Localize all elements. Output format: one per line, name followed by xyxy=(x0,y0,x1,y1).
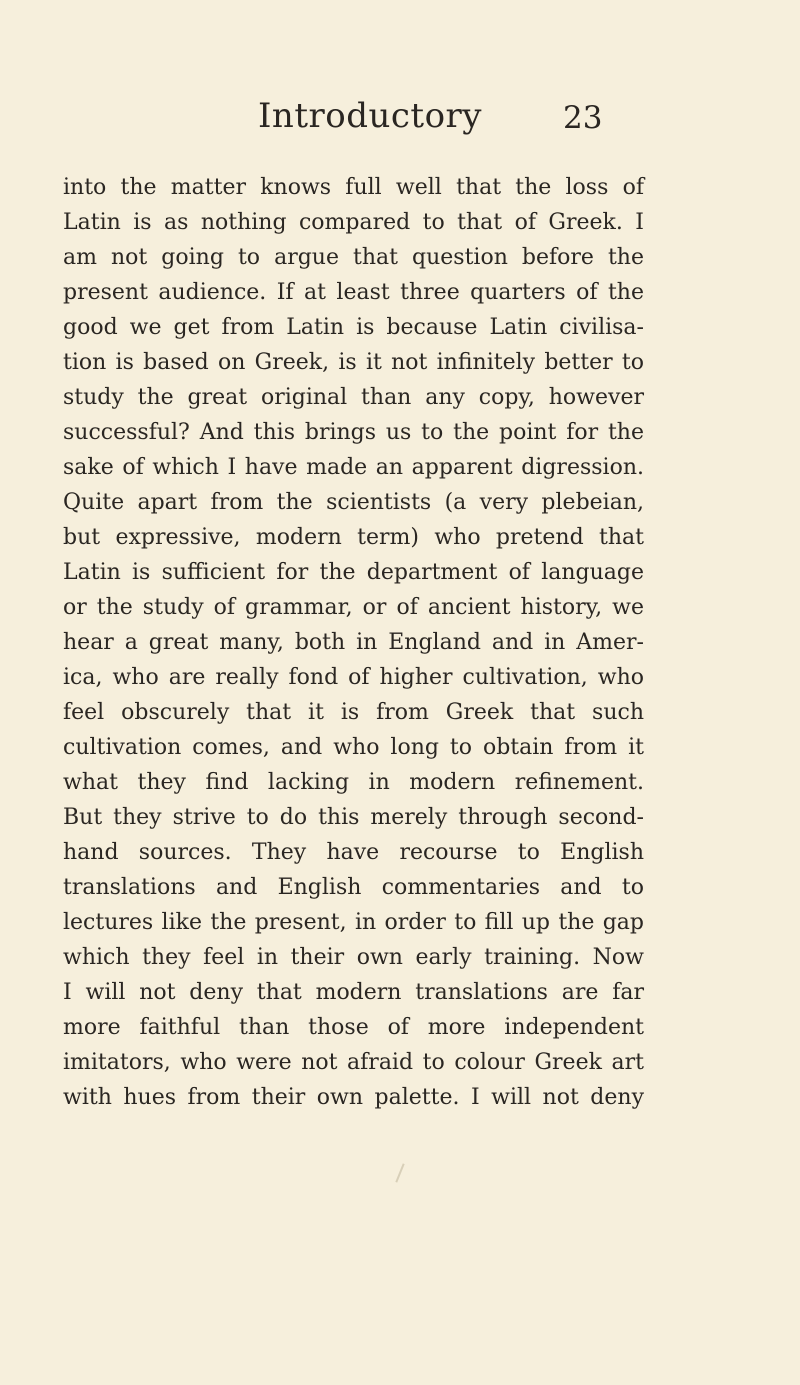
text-line: what they find lacking in modern refinement. xyxy=(63,770,644,795)
text-line: Quite apart from the scientists (a very plebeian, xyxy=(63,490,644,515)
text-line: translations and English commentaries and to xyxy=(63,875,644,900)
text-line: which they feel in their own early training. Now xyxy=(63,945,644,970)
text-line: or the study of grammar, or of ancient history, we xyxy=(63,595,644,620)
text-line: present audience. If at least three quarters of the xyxy=(63,280,644,305)
text-line: I will not deny that modern translations are far xyxy=(63,980,644,1005)
text-line: lectures like the present, in order to fill up the gap xyxy=(63,910,644,935)
text-line: more faithful than those of more independent xyxy=(63,1015,644,1040)
text-line: But they strive to do this merely through second- xyxy=(63,805,644,830)
running-title: Introductory xyxy=(258,96,483,136)
text-line: but expressive, modern term) who pretend that xyxy=(63,525,644,550)
text-line: good we get from Latin is because Latin civilisa- xyxy=(63,315,644,340)
text-line: successful? And this brings us to the point for the xyxy=(63,420,644,445)
text-line: cultivation comes, and who long to obtain from it xyxy=(63,735,644,760)
paper-mark xyxy=(395,1163,404,1182)
text-line: tion is based on Greek, is it not infinitely better to xyxy=(63,350,644,375)
text-line: with hues from their own palette. I will not deny xyxy=(63,1085,644,1110)
text-line: study the great original than any copy, however xyxy=(63,385,644,410)
text-line: hear a great many, both in England and in Amer- xyxy=(63,630,644,655)
running-header xyxy=(0,96,800,136)
text-line: Latin is as nothing compared to that of Greek. I xyxy=(63,210,644,235)
text-line: hand sources. They have recourse to English xyxy=(63,840,644,865)
text-line: imitators, who were not afraid to colour Greek art xyxy=(63,1050,644,1075)
text-line: feel obscurely that it is from Greek that such xyxy=(63,700,644,725)
text-line: am not going to argue that question before the xyxy=(63,245,644,270)
text-line: ica, who are really fond of higher cultivation, who xyxy=(63,665,644,690)
text-line: Latin is sufficient for the department of language xyxy=(63,560,644,585)
text-line: sake of which I have made an apparent digression. xyxy=(63,455,644,480)
text-line: into the matter knows full well that the loss of xyxy=(63,175,644,200)
body-text xyxy=(63,170,644,1115)
page-number: 23 xyxy=(563,100,603,136)
